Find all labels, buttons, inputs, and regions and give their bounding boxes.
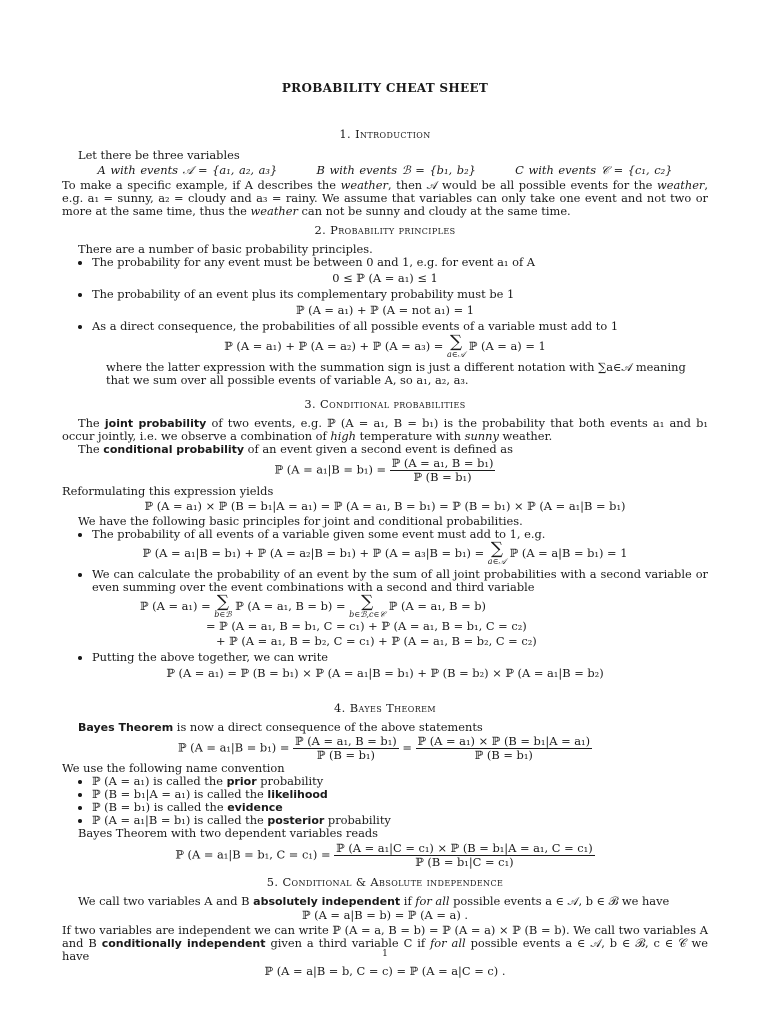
variable-c: C with events 𝒞 = {c₁, c₂}	[515, 163, 673, 177]
equation-sum	[62, 332, 708, 359]
equation-bayes	[62, 735, 708, 762]
text: is now a direct consequence of the above statements	[173, 720, 483, 734]
text-bold: conditionally independent	[101, 937, 266, 950]
equation: ℙ (A = a₁) × ℙ (B = b₁|A = a₁) = ℙ (A = a₁, B = b₁) = ℙ (B = b₁) × ℙ (A = a₁|B = b₁)	[144, 499, 626, 513]
equation-part: ℙ (A = a₁, B = b) =	[235, 599, 350, 613]
section-heading: 3. Conditional probabilities	[304, 397, 466, 411]
paragraph-joint	[62, 417, 708, 443]
fraction	[334, 842, 595, 869]
equation: ℙ (A = a₁) = ℙ (B = b₁) × ℙ (A = a₁|B = b₁) + ℙ (B = b₂) × ℙ (A = a₁|B = b₂)	[166, 666, 604, 680]
equation-part: ℙ (A = a₁) + ℙ (A = a₂) + ℙ (A = a₃) =	[224, 339, 447, 353]
text: ℙ (B = b₁|A = a₁) is called the	[92, 787, 268, 801]
equation-fraction	[62, 457, 708, 484]
text-bold: likelihood	[267, 788, 328, 801]
text: The	[78, 416, 105, 430]
denominator: ℙ (B = b₁)	[413, 470, 472, 484]
list-item: • Putting the above together, we can write	[92, 651, 708, 664]
paragraph: We have the following basic principles for joint and conditional probabilities.	[78, 514, 523, 528]
text-bold: Bayes Theorem	[78, 721, 174, 734]
equation-line: + ℙ (A = a₁, B = b₂, C = c₁) + ℙ (A = a₁, B = b₂, C = c₂)	[216, 634, 537, 648]
numerator: ℙ (A = a₁, B = b₁)	[295, 734, 397, 748]
section-introduction	[62, 128, 708, 218]
paragraph-conditional	[62, 443, 708, 456]
equation-part: ℙ (A = a₁|B = b₁) =	[177, 740, 294, 755]
text: of an event given a second event is defined as	[244, 442, 513, 456]
text-emph: sunny	[464, 429, 499, 443]
document-page	[62, 0, 708, 1024]
section-heading: 4. Bayes Theorem	[334, 701, 436, 715]
equation-line	[140, 592, 708, 619]
summation-index: a∈𝒜	[446, 350, 466, 359]
text: The	[78, 442, 104, 456]
list-item: • We can calculate the probability of an event by the sum of all joint probabilities with a second variable or even summing over the event combinations with a second and third variable	[92, 568, 708, 594]
fraction	[390, 457, 496, 484]
equation-part: ℙ (A = a₁, B = b)	[388, 599, 486, 613]
list-item: • The probability for any event must be between 0 and 1, e.g. for event a₁ of A	[92, 256, 708, 269]
text: possible events a ∈ 𝒜, b ∈ ℬ we have	[449, 894, 670, 908]
summation: ∑ b∈ℬ,c∈𝒞	[349, 592, 386, 619]
equation-sum	[62, 539, 708, 566]
paragraph: We use the following name convention	[62, 761, 285, 775]
summation: ∑ a∈𝒜	[487, 539, 507, 566]
text-emph: weather	[340, 178, 388, 192]
text: given a third variable C if	[265, 936, 431, 950]
equation: ℙ (A = a₁) + ℙ (A = not a₁) = 1	[295, 303, 475, 317]
variable-a: A with events 𝒜 = {a₁, a₂, a₃}	[97, 163, 278, 177]
summation-index: b∈ℬ	[214, 610, 232, 619]
list-item: • The probability of all events of a variable given some event must add to 1, e.g.	[92, 528, 708, 541]
text: We call two variables A and B	[78, 894, 254, 908]
section-heading: 2. Probability principles	[314, 223, 456, 237]
text-bold: evidence	[227, 801, 283, 814]
text: can not be sunny and cloudy at the same time.	[297, 204, 571, 218]
section-bayes-theorem	[62, 702, 708, 869]
summation-index: a∈𝒜	[487, 557, 507, 566]
page-title: PROBABILITY CHEAT SHEET	[281, 81, 489, 95]
text-emph: for all	[415, 894, 450, 908]
text-bold: posterior	[267, 814, 325, 827]
paragraph-note: where the latter expression with the summation sign is just a different notation with ∑a∈𝒜 meaning that we sum over all possible events of variable A, so a₁, a₂, a₃.	[106, 360, 686, 387]
summation-index: b∈ℬ,c∈𝒞	[349, 610, 386, 619]
equation-part: ℙ (A = a) = 1	[468, 339, 546, 353]
section-probability-principles	[62, 224, 708, 387]
denominator: ℙ (B = b₁|C = c₁)	[415, 855, 514, 869]
page-number: 1	[382, 949, 388, 959]
equation: ℙ (A = a|B = b, C = c) = ℙ (A = a|C = c) .	[264, 964, 506, 978]
summation: ∑ a∈𝒜	[446, 332, 466, 359]
text: ℙ (A = a₁) is called the	[92, 774, 227, 788]
section-heading: 5. Conditional & Absolute independence	[266, 875, 504, 889]
text: , then 𝒜 would be all possible events for the	[387, 178, 657, 192]
equation: ℙ (A = a|B = b) = ℙ (A = a) .	[301, 908, 469, 922]
text-bold: conditional probability	[103, 443, 245, 456]
equation-part: ℙ (A = a₁|B = b₁, C = c₁) =	[175, 847, 335, 862]
equation-bayes-two	[62, 842, 708, 869]
section-conditional-probabilities	[62, 398, 708, 680]
text: weather.	[498, 429, 553, 443]
text-bold: absolutely independent	[253, 895, 401, 908]
paragraph: Reformulating this expression yields	[62, 484, 274, 498]
numerator: ℙ (A = a₁) × ℙ (B = b₁|A = a₁)	[417, 734, 591, 748]
text: possible events a ∈ 𝒜, b ∈ ℬ, c ∈ 𝒞 we have	[62, 936, 709, 963]
text: temperature with	[355, 429, 465, 443]
text-emph: high	[330, 429, 356, 443]
text-bold: joint probability	[104, 417, 207, 430]
summation: ∑ b∈ℬ	[214, 592, 232, 619]
fraction	[293, 735, 399, 762]
equation-line: = ℙ (A = a₁, B = b₁, C = c₁) + ℙ (A = a₁, B = b₁, C = c₂)	[206, 619, 527, 633]
paragraph-example	[62, 179, 708, 218]
paragraph: Let there be three variables	[78, 148, 240, 162]
text: To make a specific example, if A describes the	[62, 178, 341, 192]
numerator: ℙ (A = a₁, B = b₁)	[391, 456, 494, 470]
text-emph: for all	[430, 936, 466, 950]
text-emph: weather	[657, 178, 705, 192]
text: if	[400, 894, 416, 908]
text: , e.g. a₁ = sunny, a₂ = cloudy and a₃ = rainy. We assume that variables can only take one event and not two or more at the same time, thus the	[62, 178, 709, 218]
section-independence	[62, 876, 708, 978]
equation-part: =	[398, 740, 416, 755]
equation-part: ℙ (A = a₁) =	[140, 599, 215, 613]
equation: 0 ≤ ℙ (A = a₁) ≤ 1	[332, 271, 438, 285]
fraction	[416, 735, 593, 762]
text: ℙ (A = a₁|B = b₁) is called the	[92, 813, 268, 827]
equation-part: ℙ (A = a₁|B = b₁) + ℙ (A = a₂|B = b₁) + ℙ (A = a₃|B = b₁) =	[142, 546, 488, 560]
paragraph-absolute	[62, 895, 708, 908]
paragraph: There are a number of basic probability principles.	[78, 242, 373, 256]
paragraph: Bayes Theorem with two dependent variables reads	[78, 826, 379, 840]
text: of two events, e.g. ℙ (A = a₁, B = b₁) is the probability that both events a₁ and b₁ occur jointly, i.e. we observe a combination of	[62, 416, 708, 443]
text: ℙ (B = b₁) is called the	[92, 800, 228, 814]
variable-b: B with events ℬ = {b₁, b₂}	[316, 163, 476, 177]
variables-line	[62, 164, 708, 177]
list-item: • As a direct consequence, the probabilities of all possible events of a variable must add to 1	[92, 320, 708, 333]
section-heading: 1. Introduction	[339, 127, 431, 141]
denominator: ℙ (B = b₁)	[316, 748, 375, 762]
equation-part: ℙ (A = a|B = b₁) = 1	[509, 546, 628, 560]
equation-multiline	[140, 592, 708, 648]
text: If two variables are independent we can write ℙ (A = a, B = b) = ℙ (A = a) × ℙ (B = b). We call two variables A and B	[62, 923, 708, 950]
equation-part: ℙ (A = a₁|B = b₁) =	[274, 462, 390, 477]
paragraph-bayes	[62, 721, 708, 734]
denominator: ℙ (B = b₁)	[474, 748, 533, 762]
text-bold: prior	[226, 775, 257, 788]
text: probability	[256, 774, 324, 788]
text: probability	[324, 813, 391, 827]
numerator: ℙ (A = a₁|C = c₁) × ℙ (B = b₁|A = a₁, C = c₁)	[336, 841, 593, 855]
list-item: • The probability of an event plus its complementary probability must be 1	[92, 288, 708, 301]
text-emph: weather	[250, 204, 298, 218]
